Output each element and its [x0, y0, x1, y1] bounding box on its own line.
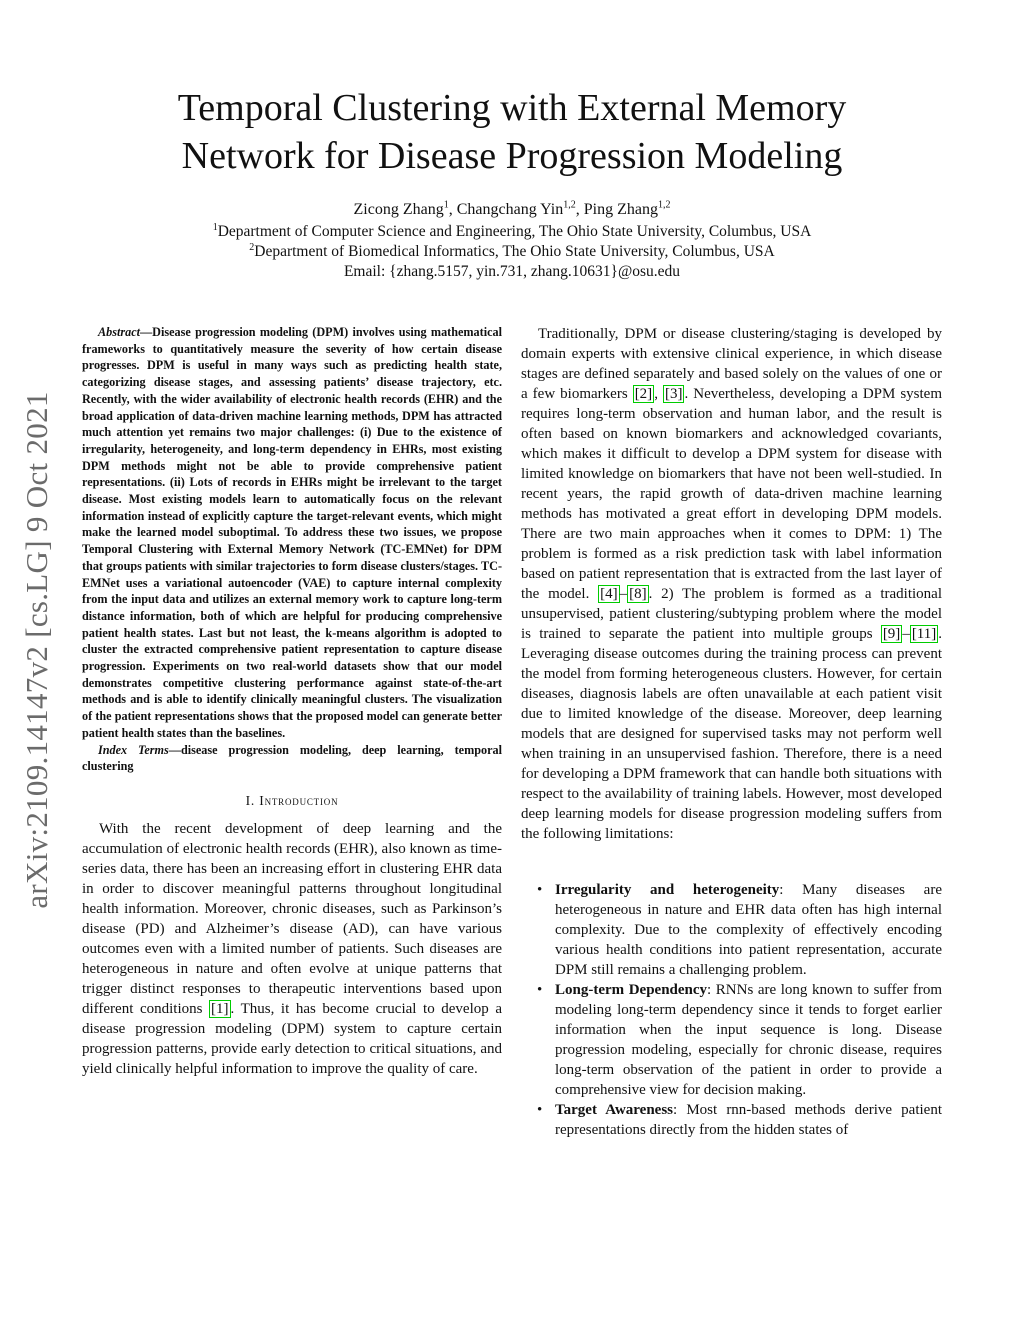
limitations-list	[521, 880, 942, 1140]
arxiv-identifier-stamp	[16, 370, 58, 930]
paragraph-text: –	[902, 626, 910, 642]
paragraph-text: . 2) The problem is formed as a traditional unsupervised, patient clustering/subtyping problem where the model is trained to separate the patient into multiple groups	[521, 586, 942, 642]
citation-link[interactable]: [1]	[211, 1000, 229, 1017]
paragraph-text: ,	[654, 386, 663, 402]
paragraph-text: . Leveraging disease outcomes during the training process can prevent the model from forming heterogeneous clusters. However, for certain diseases, diagnosis labels are often unavailable at each patient visit due to limited knowledge of the disease. Moreover, deep learning models that are designed for supervised tasks may not perform well when training in an unsupervised fashion. Therefore, there is a need for developing a DPM framework that can handle both situations with respect to the availability of training labels. However, most developed deep learning models for disease progression modeling suffers from the following limitations:	[521, 626, 942, 842]
list-item-term: Irregularity and heterogeneity	[555, 882, 780, 898]
author-separator: ,	[575, 201, 584, 218]
author-separator: ,	[448, 201, 457, 218]
author-name: Changchang Yin	[456, 201, 564, 218]
index-terms-text: —disease progression modeling, deep learning, temporal clustering	[82, 742, 502, 774]
title-line-1: Temporal Clustering with External Memory	[177, 87, 847, 129]
index-terms	[82, 742, 502, 775]
author-affiliation-marker: 1,2	[563, 199, 576, 211]
author-email: Email: {zhang.5157, yin.731, zhang.10631}@osu.edu	[343, 263, 681, 280]
list-item	[521, 980, 942, 1100]
abstract	[82, 324, 502, 742]
affiliation-text: Department of Biomedical Informatics, The Ohio State University, Columbus, USA	[254, 243, 775, 260]
author-affiliation-marker: 1	[443, 199, 449, 211]
author-list	[80, 200, 944, 220]
left-column	[82, 324, 502, 1079]
author-name: Zicong Zhang	[353, 201, 444, 218]
affiliation-1	[80, 222, 944, 242]
citation-link[interactable]: [9]	[882, 626, 901, 642]
arxiv-identifier-text: arXiv:2109.14147v2 [cs.LG] 9 Oct 2021	[19, 391, 54, 909]
abstract-text: —Disease progression modeling (DPM) involves using mathematical frameworks to quantitatively measure the severity of how certain disease progresses. DPM is useful in many ways such as predicting health state, categorizing disease stages, and assessing patients’ disease trajectory, etc. Recently, with the wider availability of electronic health records (EHR) and the broad application of data-driven machine learning methods, DPM has attracted much attention yet remains two major challenges: (i) Due to the existence of irregularity, heterogeneity, and long-term dependency in EHRs, most existing DPM methods might not be able to provide comprehensive patient representations. (ii) Lots of records in EHRs might be irrelevant to the target disease. Most existing models learn to automatically focus on the relevant information instead of explicitly capture the target-relevant events, which might make the learned model suboptimal. To address these two issues, we propose Temporal Clustering with External Memory Network (TC-EMNet) for DPM that groups patients with similar trajectories to form disease clusters/stages. TC-EMNet uses a variational autoencoder (VAE) to capture internal complexity from the input data and utilizes an external memory work to capture long-term distance information, both of which are helpful for producing comprehensive patient health states. Last but not least, the k-means algorithm is adopted to cluster the extracted comprehensive patient representation to capture disease progression. Experiments on two real-world datasets show that our model demonstrates competitive clustering performance against state-of-the-art methods and is able to identify clinically meaningful clusters. The visualization of the patient representations shows that the proposed model can generate better patient health states than the baselines.	[82, 325, 502, 740]
list-item	[521, 880, 942, 980]
affiliation-marker: 1	[212, 221, 218, 233]
affiliation-text: Department of Computer Science and Engineering, The Ohio State University, Columbus, USA	[217, 223, 812, 240]
list-item-term: Target Awareness	[555, 1102, 674, 1118]
abstract-label: Abstract	[98, 325, 140, 339]
list-item-text: : Many diseases are heterogeneous in nature and EHR data often has high internal complexity. Due to the complexity of effectively encoding various health conditions into patient representation, accurate DPM still remains a challenging problem.	[555, 882, 942, 978]
bullet-icon: •	[537, 982, 543, 998]
title-line-2: Network for Disease Progression Modeling	[181, 135, 843, 177]
list-item-text: : RNNs are long known to suffer from modeling long-term dependency since it tends to forget earlier information when the input sequence is long. Disease progression modeling, especially for chronic disease, requires long-term observation of the patient in order to provide a comprehensive view for decision making.	[555, 982, 942, 1098]
paragraph-text: Traditionally, DPM or disease clustering/staging is developed by domain experts with extensive clinical experience, in which disease stages are defined separately and based solely on the values of one or a few biomarkers	[521, 326, 942, 402]
index-terms-label: Index Terms	[98, 742, 169, 757]
citation-link[interactable]: [2]	[634, 386, 653, 402]
introduction-paragraph	[82, 819, 502, 1079]
citation-link[interactable]: [11]	[911, 626, 937, 642]
author-name: Ping Zhang	[583, 201, 658, 218]
paragraph-text: . Thus, it has become crucial to develop a disease progression modeling (DPM) system to capture certain progression patterns, provide early detection to critical situations, and yield clinically helpful information to improve the quality of care.	[82, 1000, 502, 1077]
section-title: Introduction	[259, 792, 339, 808]
section-heading-introduction	[82, 793, 502, 809]
list-item	[521, 1100, 942, 1140]
section-number: I.	[245, 792, 256, 808]
right-column	[521, 324, 942, 1140]
paper-title	[100, 84, 924, 180]
citation-link[interactable]: [4]	[600, 586, 618, 602]
background-paragraph	[521, 324, 942, 844]
list-item-term: Long-term Dependency	[555, 982, 708, 998]
paragraph-text: With the recent development of deep learning and the accumulation of electronic health records (EHR), also known as time-series data, there has been an increasing effort in clustering EHR data in order to discover meaningful patterns throughout longitudinal health information. Moreover, chronic diseases, such as Parkinson’s disease (PD) and Alzheimer’s disease (AD), can have various outcomes even with a limited number of patients. Such diseases are heterogeneous in nature and often evolve at unique patterns that trigger distinct responses to therapeutic interventions based upon different conditions	[82, 820, 502, 1017]
author-affiliation-marker: 1,2	[657, 199, 671, 211]
paragraph-text: –	[619, 586, 628, 602]
affiliation-marker: 2	[249, 241, 255, 253]
author-block	[80, 200, 944, 282]
bullet-icon: •	[537, 1102, 543, 1118]
citation-link[interactable]: [3]	[664, 386, 683, 402]
bullet-icon: •	[537, 882, 543, 898]
paragraph-text: . Nevertheless, developing a DPM system requires long-term observation and human labor, and the result is often based on known biomarkers and acknowledged covariants, which makes it difficult to develop a DPM system for disease with limited knowledge on biomarkers that have not been well-studied. In recent years, the rapid growth of data-driven machine learning methods has motivated a great effort in developing DPM models. There are two main approaches when it comes to DPM: 1) The problem is formed as a risk prediction task with label information based on patient representation that is extracted from the last layer of the model.	[521, 386, 943, 602]
list-item-text: : Most rnn-based methods derive patient representations directly from the hidden states of	[555, 1102, 943, 1138]
affiliation-2	[80, 242, 944, 262]
citation-link[interactable]: [8]	[629, 586, 647, 602]
